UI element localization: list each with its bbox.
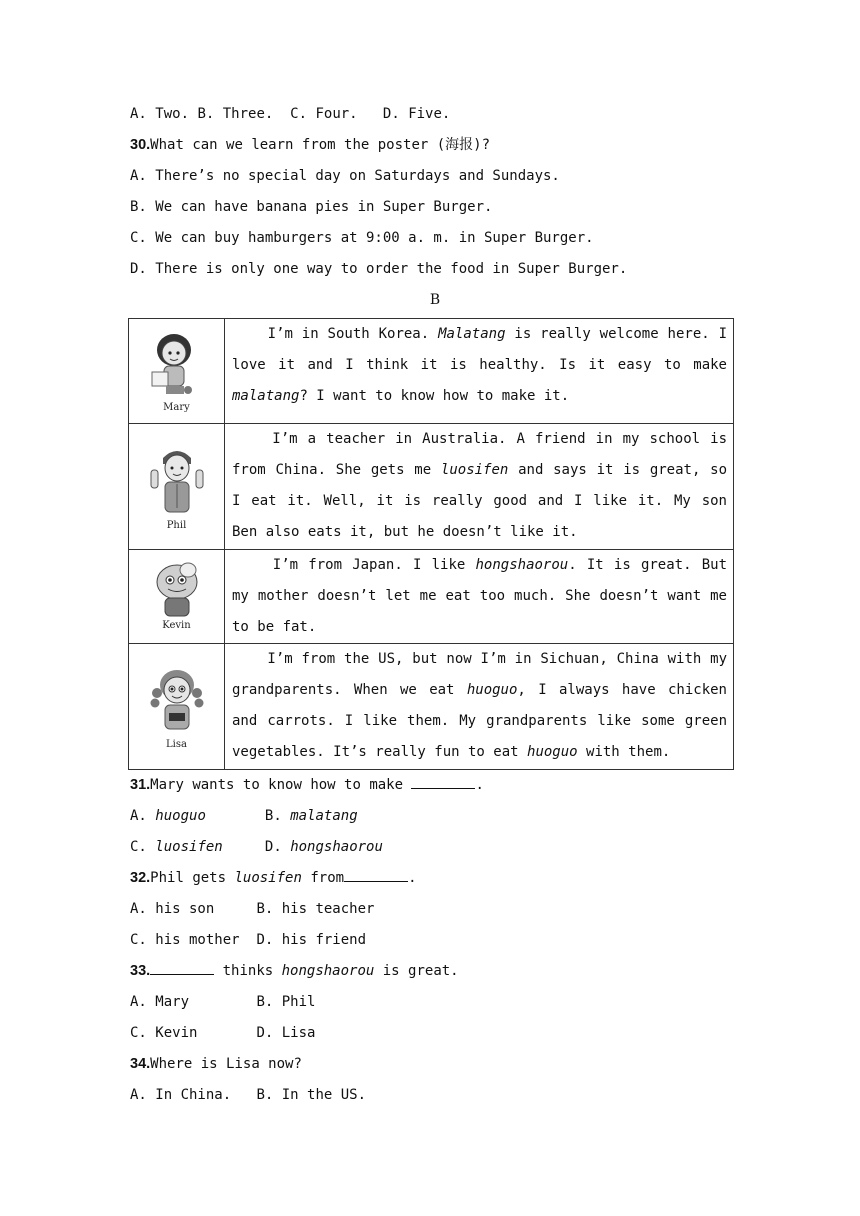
option-d: D. his friend [256, 932, 367, 948]
girl-reading-icon [146, 328, 208, 400]
option-letter: C. [130, 839, 156, 855]
q31-stem [130, 770, 740, 801]
q33-options-ab [130, 987, 740, 1018]
q33-options-cd [130, 1018, 740, 1049]
food-name: Malatang [438, 326, 506, 342]
table-row [129, 550, 734, 644]
option-b: malatang [290, 808, 358, 824]
question-text: from [301, 870, 345, 886]
question-number: 30. [130, 137, 151, 153]
option-d: D. Five. [382, 106, 451, 122]
worksheet [130, 99, 740, 1111]
question-number: 34. [130, 1056, 151, 1072]
q33-stem [130, 956, 740, 987]
q31-options-ab [130, 801, 740, 832]
answer-blank [150, 960, 214, 975]
text-run: ? I want to know how to make it. [299, 388, 570, 404]
text-run: I’m from Japan. I like [272, 557, 476, 573]
option-b: B. Three. [197, 106, 274, 122]
text-run: . It is great. But my mother doesn’t let me eat too much. She doesn’t want me to be fat. [232, 557, 728, 635]
text-run: with them. [577, 744, 671, 760]
boy-pointing-icon [147, 442, 207, 518]
option-letter: B. [264, 808, 291, 824]
text-run: and says it is great, so I eat it. Well, it is really good and I like it. My son Ben also eats it, but he doesn’t like it. [232, 462, 727, 540]
person-name: Mary [163, 402, 190, 413]
text-run: is really welcome here. I love it and I think it is healthy. Is it easy to make [232, 326, 728, 373]
option-b: B. Phil [256, 994, 316, 1010]
option-a: A. his son [130, 901, 215, 917]
portrait-cell [129, 644, 225, 770]
portrait-cell [129, 424, 225, 550]
cartoon-creature-icon [148, 558, 206, 618]
question-text: Mary wants to know how to make [150, 777, 412, 793]
food-name: luosifen [440, 462, 509, 478]
food-name: hongshaorou [281, 963, 375, 979]
q32-options-cd [130, 925, 740, 956]
question-text: thinks [214, 963, 282, 979]
section-label: B [429, 292, 441, 308]
punctuation: . [475, 777, 484, 793]
option-a: A. In China. [130, 1087, 232, 1103]
person-text [225, 550, 734, 644]
question-text: is great. [374, 963, 459, 979]
option-letter: D. [264, 839, 291, 855]
punctuation: . [408, 870, 417, 886]
q30-option-b: B. We can have banana pies in Super Burger. [130, 199, 493, 215]
question-text: What can we learn from the poster (海报)? [150, 137, 491, 153]
option-b: B. In the US. [256, 1087, 367, 1103]
option-a: huoguo [155, 808, 206, 824]
table-row [129, 424, 734, 550]
option-c: C. his mother [130, 932, 240, 948]
option-c: C. Kevin [130, 1025, 198, 1041]
option-c: luosifen [155, 839, 223, 855]
person-text [225, 424, 734, 550]
food-name: hongshaorou [475, 557, 569, 573]
food-name: huoguo [527, 744, 578, 760]
text-run: I’m in South Korea. [267, 326, 439, 342]
portrait-cell [129, 550, 225, 644]
answer-blank [344, 867, 408, 882]
food-name: malatang [232, 388, 300, 404]
q30-option-c: C. We can buy hamburgers at 9:00 a. m. in Super Burger. [130, 230, 594, 246]
answer-blank [411, 774, 475, 789]
portrait-cell [129, 319, 225, 424]
text-run: , I always have chicken and carrots. I like them. My grandparents like some green vegetables. It’s really fun to eat [232, 682, 727, 760]
option-a: A. Mary [130, 994, 190, 1010]
text-run: I’m a teacher in Australia. A friend in my school is from China. She gets me [232, 431, 728, 478]
question-number: 33. [130, 963, 151, 979]
q29-options [130, 99, 740, 130]
option-d: hongshaorou [290, 839, 383, 855]
question-number: 32. [130, 870, 151, 886]
q30-stem [130, 130, 740, 161]
q30-option-d: D. There is only one way to order the food in Super Burger. [130, 261, 628, 277]
question-text: Phil gets [150, 870, 235, 886]
person-name: Phil [166, 519, 187, 531]
option-letter: A. [130, 808, 156, 824]
person-text [225, 644, 734, 770]
option-c: C. Four. [290, 106, 358, 122]
option-a: A. Two. [130, 106, 190, 122]
q30-option-a: A. There’s no special day on Saturdays and Sundays. [130, 168, 560, 184]
option-d: D. Lisa [256, 1025, 316, 1041]
food-name: huoguo [466, 682, 518, 698]
person-name: Lisa [166, 738, 187, 750]
q34-options-ab [130, 1080, 740, 1111]
question-number: 31. [130, 777, 151, 793]
q32-options-ab [130, 894, 740, 925]
table-row [129, 644, 734, 770]
q32-stem [130, 863, 740, 894]
text-run: I’m from the US, but now I’m in Sichuan, China with my grandparents. When we eat [232, 651, 728, 698]
person-text [225, 319, 734, 424]
question-text: Where is Lisa now? [150, 1056, 302, 1072]
q34-stem [130, 1049, 740, 1080]
food-name: luosifen [234, 870, 302, 886]
reading-table [128, 318, 734, 770]
girl-braids-icon [147, 663, 207, 737]
person-name: Kevin [162, 620, 191, 631]
option-b: B. his teacher [256, 901, 375, 917]
q31-options-cd [130, 832, 740, 863]
table-row [129, 319, 734, 424]
